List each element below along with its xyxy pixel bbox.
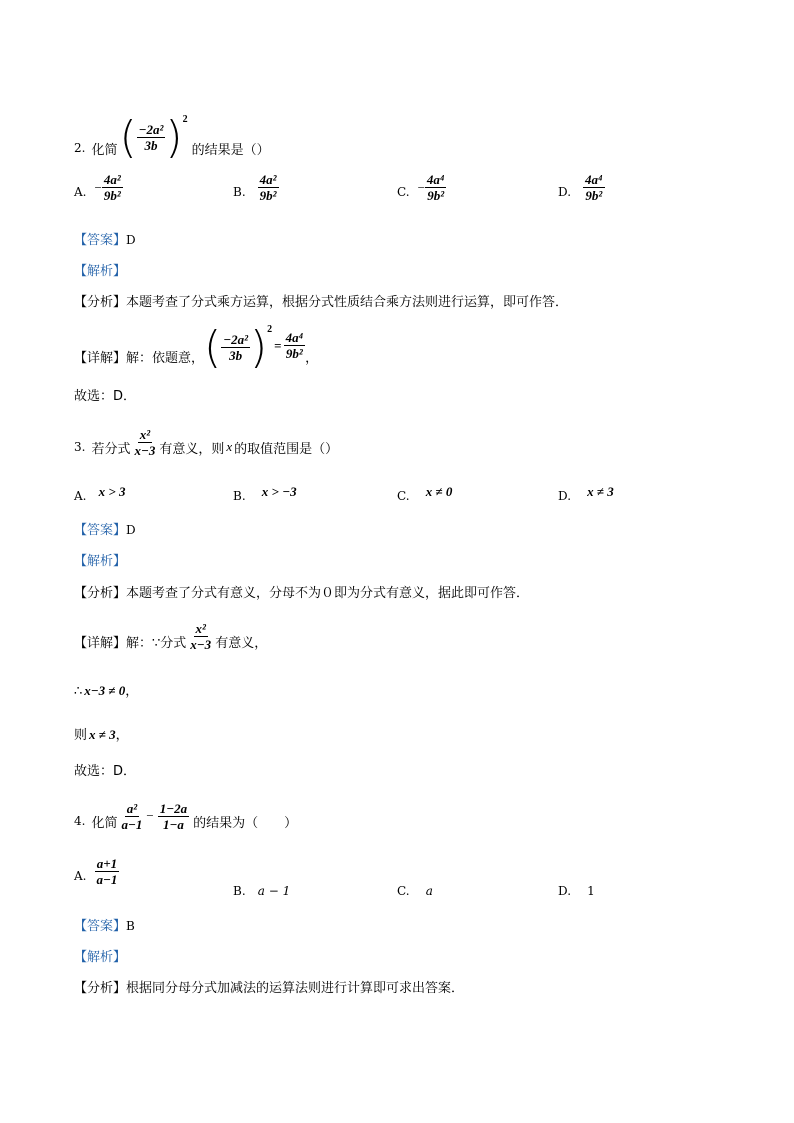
answer-value: B <box>126 919 135 933</box>
option-numerator: 4a⁴ <box>426 172 445 187</box>
analysis-tag: 【解析】 <box>74 554 127 569</box>
option-label: C. <box>397 489 410 503</box>
option-expression: 1 <box>587 884 595 898</box>
q4-f1-denominator: a−1 <box>121 816 143 832</box>
fenxi-tag: 【分析】 <box>74 586 127 601</box>
option-label: C. <box>397 185 410 199</box>
detail-suffix: 有意义， <box>215 635 268 651</box>
detail-denominator: x−3 <box>190 636 212 652</box>
option-numerator: 4a² <box>103 172 121 187</box>
option-expression: x > 3 <box>98 484 126 499</box>
q4-f1-numerator: a² <box>126 800 138 816</box>
detail-result-denominator: 9b² <box>285 346 303 361</box>
q3-option-c[interactable] <box>397 484 453 503</box>
q3-stem <box>74 420 338 464</box>
detail-result-numerator: 4a⁴ <box>285 330 304 345</box>
q2-detail <box>74 322 318 374</box>
option-label: B. <box>233 185 246 199</box>
option-label: A. <box>74 185 87 199</box>
fenxi-tag: 【分析】 <box>74 295 127 310</box>
punct: ， <box>125 684 139 699</box>
detail-prefix: 解：依题意， <box>126 350 205 366</box>
q3-analysis <box>74 550 126 569</box>
q4-answer <box>74 915 135 934</box>
option-denominator: 9b² <box>103 188 121 203</box>
q3-suffix-b: 的取值范围是（） <box>234 441 339 457</box>
q2-option-a[interactable] <box>74 172 123 203</box>
answer-tag: 【答案】 <box>74 523 127 538</box>
answer-tag: 【答案】 <box>74 919 127 934</box>
q2-prefix: 化简 <box>91 142 118 158</box>
option-expression: a − 1 <box>257 884 291 898</box>
q4-fenxi <box>74 977 464 996</box>
detail-equals: = <box>274 338 282 353</box>
option-fraction <box>94 856 119 887</box>
option-label: C. <box>397 884 410 898</box>
answer-tag: 【答案】 <box>74 233 127 248</box>
sign: − <box>94 179 102 195</box>
step2-expression: x ≠ 3 <box>89 727 116 742</box>
then-label: 则 <box>74 728 88 743</box>
q2-expression: ( $\frac{\text{−2a²}}{3b}$ ) 2 <box>119 112 188 163</box>
fenxi-text: 本题考查了分式有意义，分母不为０即为分式有意义，据此即可作答． <box>126 586 530 601</box>
q3-step1 <box>74 680 138 699</box>
q4-stem <box>74 794 297 838</box>
detail-numerator: −2a² <box>223 332 248 347</box>
option-label: D. <box>558 884 572 898</box>
detail-exponent: 2 <box>267 324 273 335</box>
q2-expr-numerator: −2a² <box>138 122 164 137</box>
answer-value: D <box>126 523 136 537</box>
option-numerator: 4a² <box>259 172 277 187</box>
option-label: A. <box>74 869 87 883</box>
q4-fraction-2 <box>158 801 189 832</box>
option-numerator: 4a⁴ <box>585 172 603 187</box>
option-expression: x ≠ 3 <box>587 484 614 499</box>
q3-option-b[interactable] <box>233 484 297 503</box>
q4-prefix: 化简 <box>91 815 118 831</box>
q2-suffix: 的结果是（） <box>191 142 270 158</box>
detail-numerator: x² <box>195 620 206 636</box>
option-denominator: a−1 <box>96 872 118 887</box>
option-numerator: a+1 <box>96 856 118 871</box>
q3-prefix: 若分式 <box>91 441 131 457</box>
q3-fenxi <box>74 582 529 601</box>
q3-frac-numerator: x² <box>139 426 151 442</box>
therefore-symbol: ∴ <box>74 684 83 699</box>
step1-expression: x−3 ≠ 0 <box>84 683 126 698</box>
detail-denominator: 3b <box>229 348 243 363</box>
analysis-tag: 【解析】 <box>74 264 127 279</box>
detail-tag: 【详解】 <box>74 635 127 651</box>
q3-option-a[interactable] <box>74 484 126 503</box>
detail-tag: 【详解】 <box>74 350 127 366</box>
q3-frac-denominator: x−3 <box>134 442 156 458</box>
q4-f2-numerator: 1−2a <box>159 800 188 816</box>
q4-number: 4. <box>74 814 86 828</box>
q4-option-d[interactable] <box>558 884 595 899</box>
q4-fraction-1 <box>119 801 144 832</box>
q4-minus: − <box>146 808 154 823</box>
q2-option-c[interactable] <box>397 172 446 203</box>
option-expression: a <box>425 884 433 898</box>
q2-expr-exponent: 2 <box>182 114 188 125</box>
q2-number: 2. <box>74 141 86 155</box>
sign: − <box>417 179 425 195</box>
option-denominator: 9b² <box>259 188 277 203</box>
q3-suffix-a: 有意义，则 <box>159 441 225 457</box>
q2-choose: 故选：D． <box>74 389 137 404</box>
q3-step2 <box>74 724 129 743</box>
q3-detail <box>74 614 267 658</box>
q3-choose: 故选：D． <box>74 764 137 779</box>
q2-expr-denominator: 3b <box>144 138 158 153</box>
fenxi-tag: 【分析】 <box>74 981 127 996</box>
option-label: A. <box>74 489 87 503</box>
q4-option-b[interactable] <box>233 884 290 899</box>
q4-f2-denominator: 1−a <box>162 816 184 832</box>
punct: ， <box>115 728 129 743</box>
detail-fraction <box>188 621 213 652</box>
option-denominator: 9b² <box>427 188 445 203</box>
q3-number: 3. <box>74 440 86 454</box>
option-denominator: 9b² <box>585 188 603 203</box>
q3-answer <box>74 519 136 538</box>
q3-fraction <box>132 427 157 458</box>
q2-option-d[interactable] <box>558 172 605 203</box>
q4-suffix: 的结果为（ ） <box>193 815 298 831</box>
detail-end: ， <box>305 350 319 366</box>
detail-expression: ( $\frac{\text{−2a²}}{3b}$ ) 2 = $\frac{\text{4a⁴}}{\text{9b²}}$ <box>204 322 304 373</box>
q3-var: x <box>226 439 233 454</box>
q2-stem <box>74 108 270 168</box>
q4-option-c[interactable] <box>397 884 433 899</box>
fenxi-text: 根据同分母分式加减法的运算法则进行计算即可求出答案． <box>126 981 465 996</box>
option-label: B. <box>233 884 246 898</box>
detail-prefix: 解：∵分式 <box>126 635 187 651</box>
q4-analysis <box>74 946 126 965</box>
fenxi-text: 本题考查了分式乘方运算，根据分式性质结合乘方法则进行运算，即可作答． <box>126 295 569 310</box>
option-label: D. <box>558 185 572 199</box>
q4-option-a[interactable] <box>74 856 119 887</box>
answer-value: D <box>126 233 136 247</box>
q3-option-d[interactable] <box>558 484 614 503</box>
option-expression: x ≠ 0 <box>425 484 453 499</box>
q2-analysis <box>74 260 126 279</box>
analysis-tag: 【解析】 <box>74 950 127 965</box>
option-label: B. <box>233 489 246 503</box>
q2-fenxi <box>74 291 568 310</box>
q2-answer <box>74 229 136 248</box>
q2-option-b[interactable] <box>233 172 279 203</box>
option-expression: x > −3 <box>261 484 297 499</box>
option-label: D. <box>558 489 572 503</box>
